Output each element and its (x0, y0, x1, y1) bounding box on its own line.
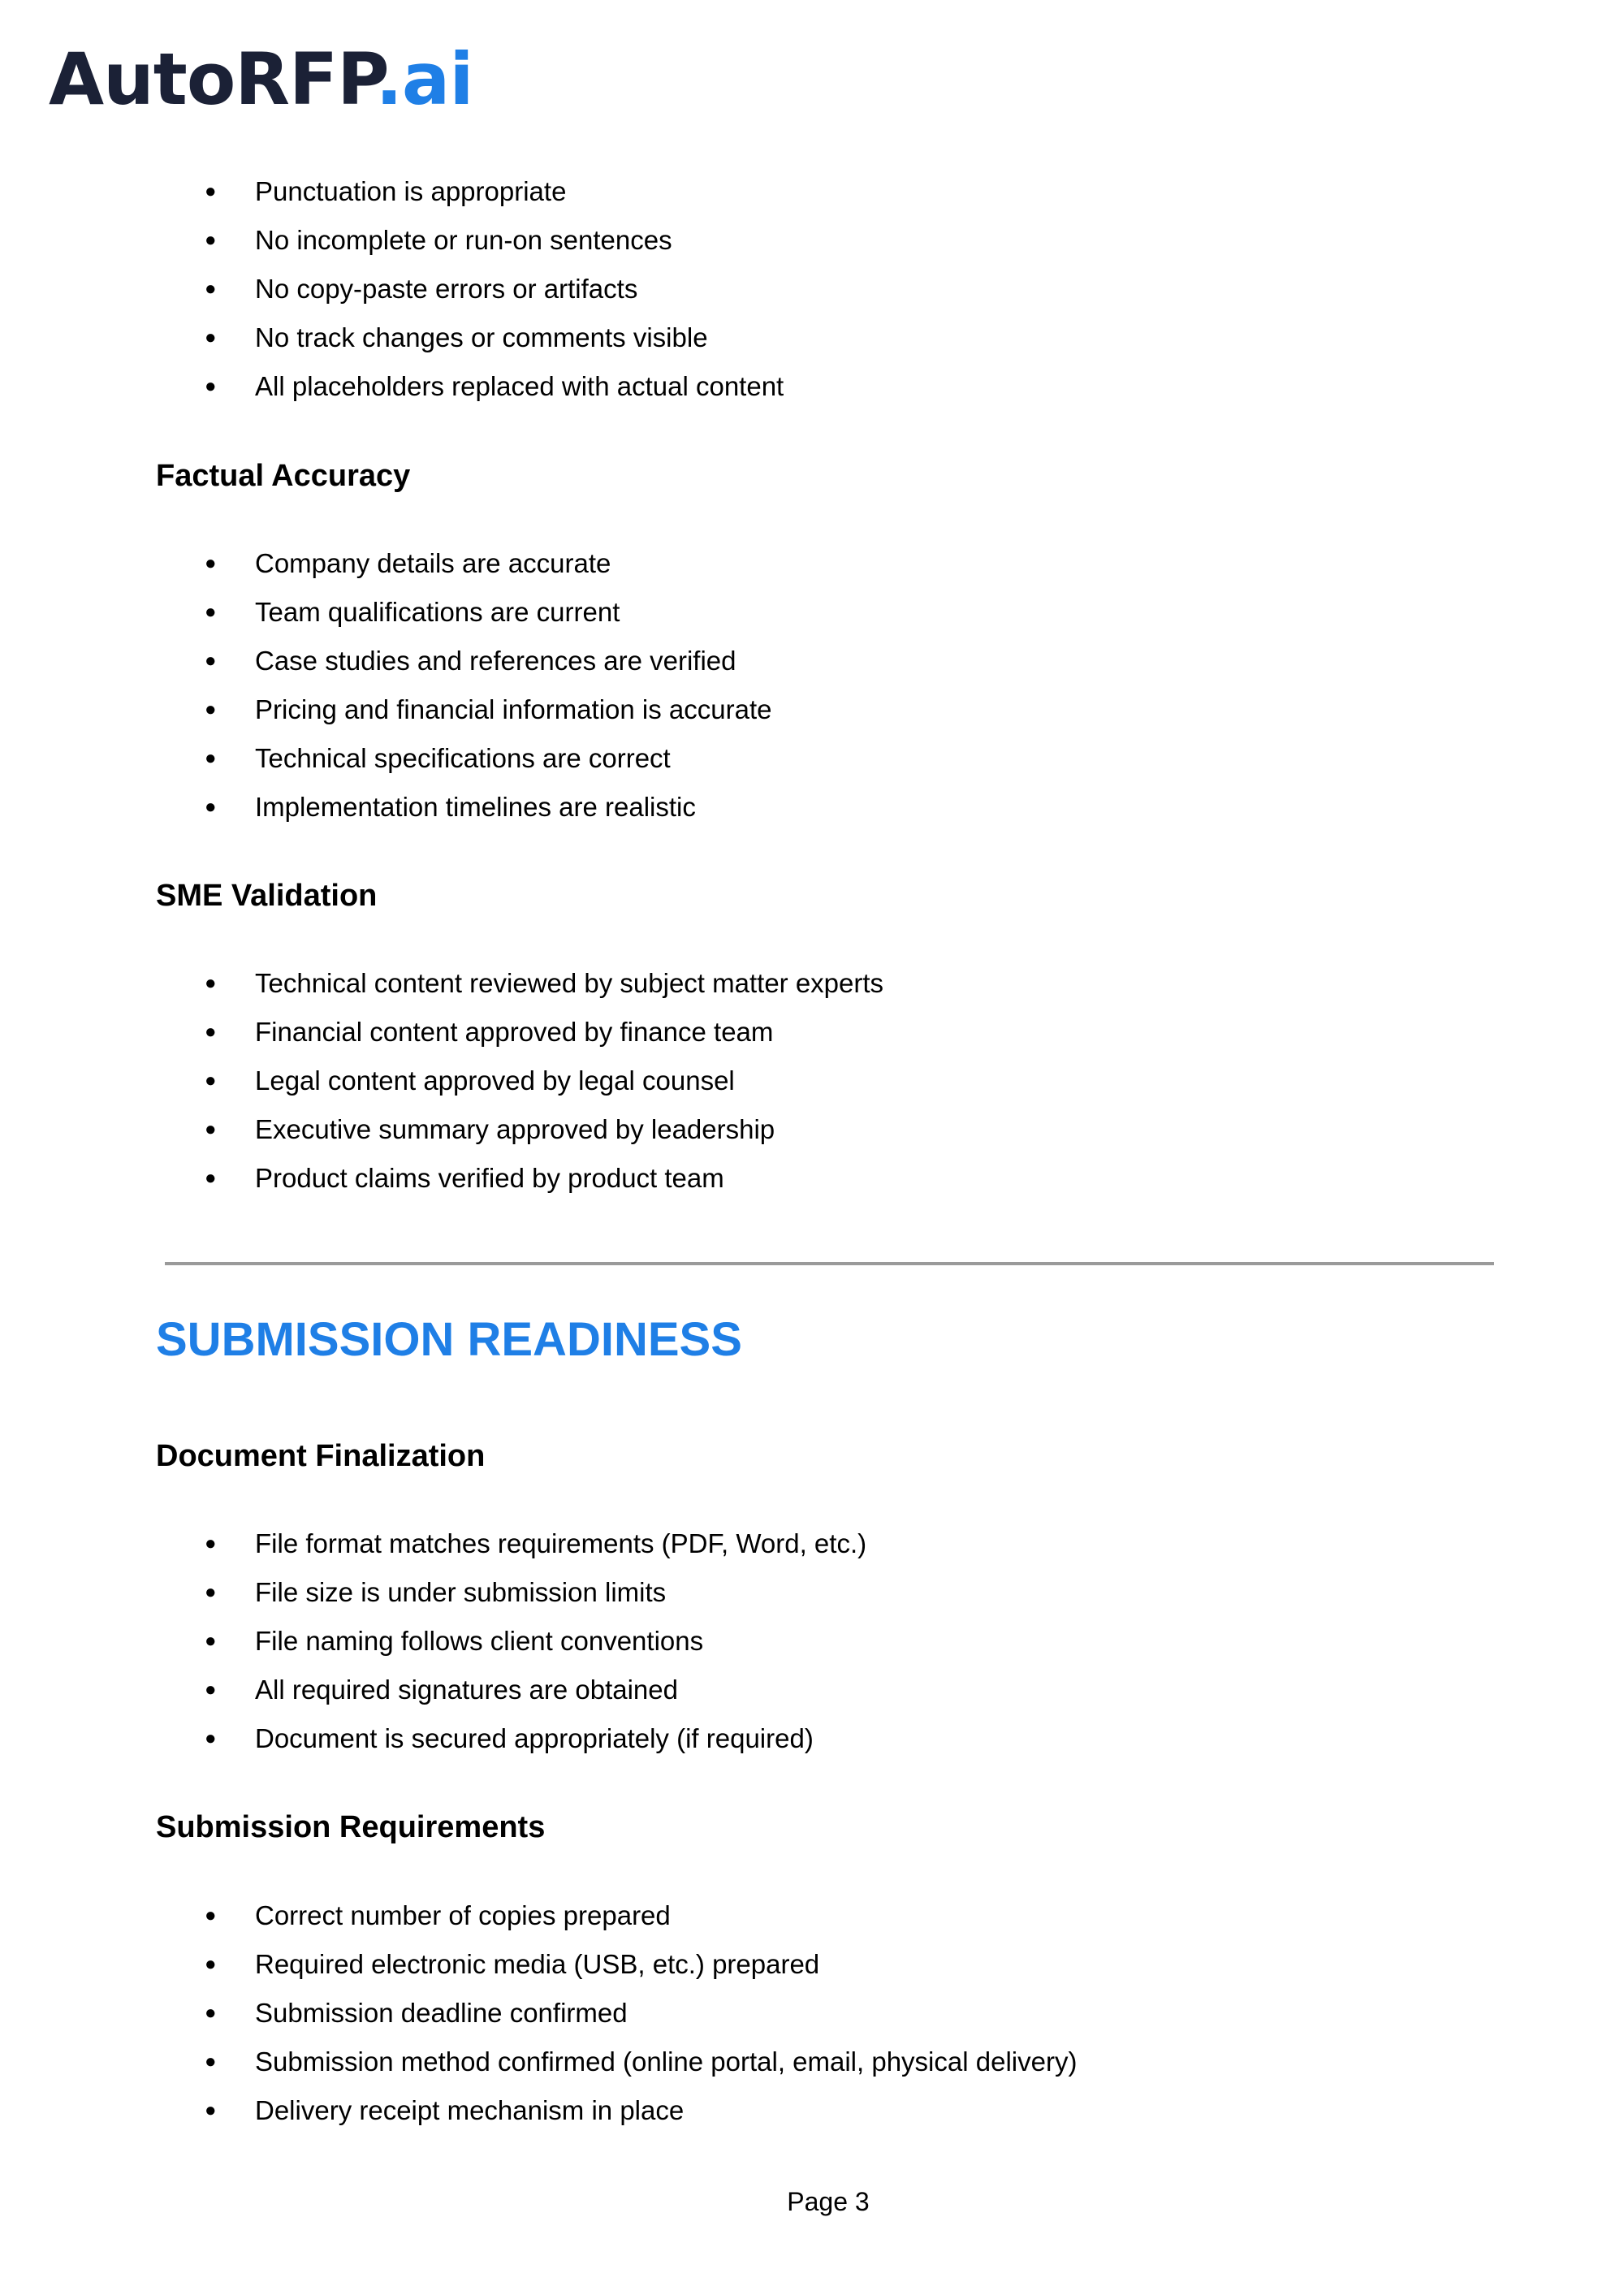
bullet-icon: ● (205, 1532, 217, 1554)
bullet-icon: ● (205, 1167, 217, 1189)
list-item: ● Case studies and references are verified (205, 637, 736, 685)
list-item: ● Legal content approved by legal counsel (205, 1057, 735, 1105)
bullet-icon: ● (205, 180, 217, 202)
factual-accuracy-heading: Factual Accuracy (156, 459, 411, 493)
bullet-icon: ● (205, 1679, 217, 1701)
bullet-icon: ● (205, 2002, 217, 2024)
list-item: ● Required electronic media (USB, etc.) prepared (205, 1940, 819, 1989)
list-item: ● No copy-paste errors or artifacts (205, 265, 637, 313)
bullet-icon: ● (205, 229, 217, 251)
bullet-icon: ● (205, 972, 217, 994)
bullet-icon: ● (205, 278, 217, 300)
bullet-icon: ● (205, 1904, 217, 1926)
list-item: ● All placeholders replaced with actual content (205, 362, 784, 411)
bullet-icon: ● (205, 1070, 217, 1091)
submission-requirements-heading: Submission Requirements (156, 1810, 546, 1844)
bullet-icon: ● (205, 1118, 217, 1140)
list-item: ● Technical content reviewed by subject matter experts (205, 959, 883, 1008)
bullet-icon: ● (205, 2051, 217, 2072)
list-item: ● Submission method confirmed (online portal, email, physical delivery) (205, 2038, 1077, 2086)
list-item: ● Submission deadline confirmed (205, 1989, 628, 2038)
list-item: ● File format matches requirements (PDF, Word, etc.) (205, 1519, 866, 1568)
list-item: ● No track changes or comments visible (205, 313, 708, 362)
bullet-icon: ● (205, 747, 217, 769)
list-item: ● Company details are accurate (205, 539, 611, 588)
submission-readiness-heading: SUBMISSION READINESS (156, 1313, 742, 1366)
logo (49, 31, 473, 128)
page-footer (0, 2181, 1624, 2222)
bullet-icon: ● (205, 1953, 217, 1975)
bullet-icon: ● (205, 2099, 217, 2121)
list-item: ● Technical specifications are correct (205, 734, 671, 783)
bullet-icon: ● (205, 1727, 217, 1749)
document-finalization-heading: Document Finalization (156, 1439, 486, 1473)
list-item: ● Team qualifications are current (205, 588, 620, 637)
list-item: ● Delivery receipt mechanism in place (205, 2086, 684, 2135)
page-number: Page 3 (787, 2187, 870, 2216)
list-item: ● Executive summary approved by leadership (205, 1105, 775, 1154)
list-item: ● Correct number of copies prepared (205, 1891, 671, 1940)
list-item: ● No incomplete or run-on sentences (205, 216, 672, 265)
bullet-icon: ● (205, 796, 217, 818)
logo-accent-text: .ai (375, 37, 473, 121)
list-item: ● Product claims verified by product team (205, 1154, 724, 1203)
sme-validation-heading: SME Validation (156, 879, 378, 913)
list-item: ● File naming follows client conventions (205, 1617, 703, 1666)
list-item: ● Pricing and financial information is accurate (205, 685, 772, 734)
list-item: ● Punctuation is appropriate (205, 167, 566, 216)
list-item: ● Financial content approved by finance team (205, 1008, 773, 1057)
bullet-icon: ● (205, 650, 217, 672)
logo-main-text: AutoRFP (49, 37, 376, 121)
list-item: ● Implementation timelines are realistic (205, 783, 696, 832)
list-item: ● All required signatures are obtained (205, 1666, 678, 1714)
list-item: ● File size is under submission limits (205, 1568, 666, 1617)
bullet-icon: ● (205, 552, 217, 574)
bullet-icon: ● (205, 1021, 217, 1043)
bullet-icon: ● (205, 601, 217, 623)
bullet-icon: ● (205, 326, 217, 348)
bullet-icon: ● (205, 1630, 217, 1652)
bullet-icon: ● (205, 1581, 217, 1603)
list-item: ● Document is secured appropriately (if required) (205, 1714, 814, 1763)
bullet-icon: ● (205, 698, 217, 720)
bullet-icon: ● (205, 375, 217, 397)
section-divider (165, 1262, 1494, 1265)
